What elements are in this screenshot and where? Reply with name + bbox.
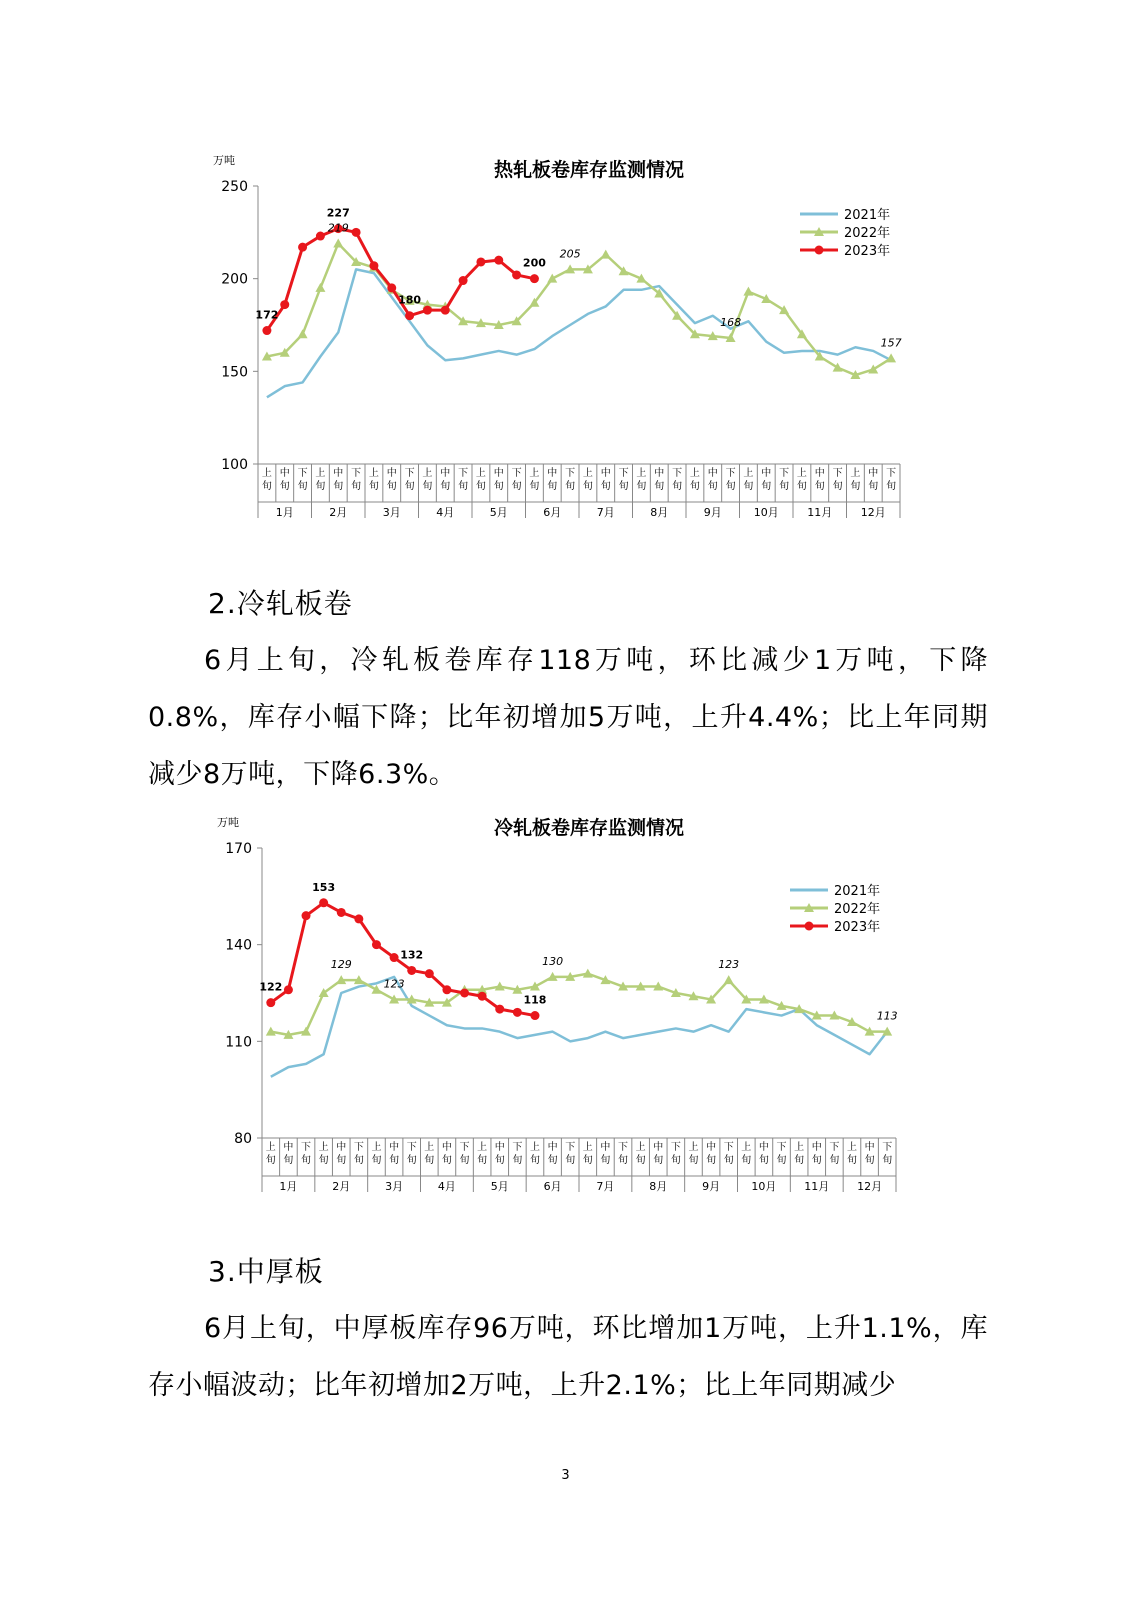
chart-1-x-tick-label-26-1: 旬	[725, 481, 736, 492]
chart-1-x-tick-label-33-1: 旬	[850, 481, 861, 492]
chart-1-x-tick-label-17-1: 旬	[565, 481, 576, 492]
chart-1-x-tick-label-22-0: 中	[654, 468, 665, 479]
chart-1-series-0-line	[267, 269, 891, 397]
chart-2-y-tick-label-2: 140	[225, 937, 252, 954]
chart-2-x-tick-label-3-1: 旬	[318, 1155, 329, 1166]
chart-1-series-1-point-2	[298, 329, 308, 338]
chart-2-x-tick-label-3-0: 上	[318, 1142, 329, 1153]
chart-2-data-label-0: 122	[259, 980, 283, 994]
chart-2-x-tick-label-5-0: 下	[353, 1142, 364, 1153]
chart-2-x-tick-label-6-0: 上	[371, 1142, 382, 1153]
chart-2-x-tick-label-22-1: 旬	[653, 1155, 664, 1166]
chart-1-x-tick-label-20-1: 旬	[618, 481, 629, 492]
chart-2-x-tick-label-24-1: 旬	[688, 1155, 699, 1166]
chart-2-x-tick-label-1-1: 旬	[283, 1155, 294, 1166]
chart-1-x-tick-label-28-0: 中	[761, 468, 772, 479]
chart-1-x-tick-label-29-1: 旬	[779, 481, 790, 492]
chart-1-x-tick-label-10-0: 中	[440, 468, 451, 479]
chart-2-x-tick-label-9-1: 旬	[424, 1155, 435, 1166]
chart-1-x-tick-label-29-0: 下	[779, 468, 790, 479]
chart-1-series-2-point-0	[262, 326, 271, 335]
chart-1-series-1-point-27	[743, 287, 753, 296]
chart-2-title: 冷轧板卷库存监测情况	[493, 817, 685, 839]
chart-1-x-tick-label-2-1: 旬	[297, 481, 308, 492]
chart-2-x-tick-label-34-1: 旬	[864, 1155, 875, 1166]
chart-2-series-2-point-11	[460, 989, 469, 998]
chart-2-month-label-4: 4月	[437, 1180, 456, 1193]
chart-2-series-1-point-26	[724, 975, 734, 984]
chart-1-series-2-point-13	[494, 256, 503, 265]
chart-1-x-tick-label-13-0: 中	[493, 468, 504, 479]
chart-2-x-tick-label-16-1: 旬	[547, 1155, 558, 1166]
chart-1-series-2-point-3	[316, 232, 325, 241]
chart-1-y-tick-label-0: 100	[221, 457, 248, 473]
chart-2-month-label-7: 7月	[596, 1180, 615, 1193]
chart-1-x-tick-label-3-0: 上	[315, 468, 326, 479]
chart-2-x-tick-label-14-1: 旬	[512, 1155, 523, 1166]
chart-2-legend-label-1: 2022年	[834, 902, 881, 917]
chart-2-x-tick-label-8-1: 旬	[406, 1155, 417, 1166]
chart-1-x-tick-label-26-0: 下	[725, 468, 736, 479]
chart-2-x-tick-label-0-0: 上	[265, 1142, 276, 1153]
chart-1-data-label-6: 168	[720, 315, 742, 329]
chart-2-x-tick-label-8-0: 下	[406, 1142, 417, 1153]
chart-1-series-2-point-11	[459, 276, 468, 285]
chart-2-series-2-point-1	[284, 985, 293, 994]
chart-1-series-2-line	[267, 229, 534, 331]
chart-2-x-tick-label-21-0: 上	[635, 1142, 646, 1153]
chart-2-x-tick-label-28-1: 旬	[758, 1155, 769, 1166]
chart-2-x-tick-label-23-0: 下	[670, 1142, 681, 1153]
chart-2-x-tick-label-1-0: 中	[283, 1142, 294, 1153]
chart-1-x-tick-label-34-0: 中	[868, 468, 879, 479]
chart-1-x-tick-label-27-1: 旬	[743, 481, 754, 492]
chart-1-x-tick-label-0-0: 上	[261, 468, 272, 479]
chart-2-legend-label-2: 2023年	[834, 920, 881, 935]
chart-1-x-tick-label-5-0: 下	[351, 468, 362, 479]
chart-1-x-tick-label-12-1: 旬	[475, 481, 486, 492]
chart-1-x-tick-label-27-0: 上	[743, 468, 754, 479]
chart-1-data-label-2: 180	[398, 293, 422, 307]
chart-2-y-tick-label-3: 170	[225, 841, 252, 857]
chart-1-x-tick-label-35-1: 旬	[886, 481, 897, 492]
chart-2-series-2-point-12	[478, 992, 487, 1001]
chart-2-legend-marker-2	[805, 922, 814, 931]
chart-1-legend-label-1: 2022年	[844, 226, 891, 241]
chart-1-month-label-1: 1月	[275, 506, 294, 518]
chart-2-x-tick-label-10-1: 旬	[441, 1155, 452, 1166]
chart-1-x-tick-label-32-0: 下	[832, 468, 843, 479]
chart-2-series-0-line	[271, 977, 887, 1077]
chart-2-x-tick-label-24-0: 上	[688, 1142, 699, 1153]
chart-2-month-label-12: 12月	[857, 1180, 883, 1193]
chart-svg	[180, 812, 920, 1204]
chart-2-month-label-10: 10月	[751, 1180, 777, 1193]
chart-1-month-label-10: 10月	[753, 506, 779, 518]
chart-1-month-label-12: 12月	[860, 506, 886, 518]
chart-2-series-2-point-7	[390, 953, 399, 962]
chart-1-month-label-5: 5月	[489, 506, 508, 518]
chart-2-x-tick-label-2-0: 下	[301, 1142, 312, 1153]
chart-2-x-tick-label-18-1: 旬	[582, 1155, 593, 1166]
chart-2-x-tick-label-31-0: 中	[811, 1142, 822, 1153]
chart-2-data-label-3: 118	[523, 993, 547, 1007]
chart-2-x-tick-label-4-0: 中	[336, 1142, 347, 1153]
chart-2-x-tick-label-21-1: 旬	[635, 1155, 646, 1166]
chart-2-month-label-8: 8月	[649, 1180, 668, 1193]
chart-2-x-tick-label-20-1: 旬	[618, 1155, 629, 1166]
chart-1-series-2-point-6	[369, 261, 378, 270]
chart-2-series-1-line	[271, 974, 887, 1035]
chart-2-series-2-point-3	[319, 898, 328, 907]
chart-2-x-tick-label-35-1: 旬	[882, 1155, 893, 1166]
chart-2-x-tick-label-35-0: 下	[882, 1142, 893, 1153]
chart-1-legend-label-2: 2023年	[844, 244, 891, 259]
chart-2-data-label-6: 130	[542, 954, 564, 968]
chart-1-series-1-point-19	[601, 250, 611, 259]
chart-1-month-label-4: 4月	[436, 506, 455, 518]
chart-1-series-1-point-3	[315, 283, 325, 292]
chart-1-x-tick-label-11-0: 下	[458, 468, 469, 479]
section-2-heading: 2.冷轧板卷	[208, 587, 353, 620]
chart-2-data-label-4: 129	[330, 958, 352, 972]
chart-1-month-label-8: 8月	[650, 506, 669, 518]
chart-2-x-tick-label-19-0: 中	[600, 1142, 611, 1153]
chart-1-series-2-point-15	[530, 274, 539, 283]
chart-2-x-tick-label-33-0: 上	[846, 1142, 857, 1153]
chart-1-x-tick-label-7-1: 旬	[386, 481, 397, 492]
chart-2-x-tick-label-0-1: 旬	[265, 1155, 276, 1166]
chart-1-x-tick-label-5-1: 旬	[351, 481, 362, 492]
chart-1-series-2-point-5	[352, 228, 361, 237]
chart-2-x-tick-label-9-0: 上	[424, 1142, 435, 1153]
chart-1-x-tick-label-19-1: 旬	[600, 481, 611, 492]
chart-2-month-label-3: 3月	[385, 1180, 404, 1193]
chart-1-x-tick-label-31-1: 旬	[814, 481, 825, 492]
chart-1-series-1-line	[267, 243, 891, 375]
chart-2-x-tick-label-27-0: 上	[741, 1142, 752, 1153]
chart-1-x-tick-label-33-0: 上	[850, 468, 861, 479]
chart-1-title: 热轧板卷库存监测情况	[493, 159, 685, 181]
chart-2-x-tick-label-26-1: 旬	[723, 1155, 734, 1166]
chart-2-x-tick-label-27-1: 旬	[741, 1155, 752, 1166]
chart-2-series-2-point-8	[407, 966, 416, 975]
chart-2-x-tick-label-26-0: 下	[723, 1142, 734, 1153]
chart-1-y-tick-label-1: 150	[221, 364, 248, 381]
chart-1-data-label-0: 172	[255, 308, 279, 322]
chart-2-x-tick-label-32-0: 下	[829, 1142, 840, 1153]
chart-2-x-tick-label-23-1: 旬	[670, 1155, 681, 1166]
chart-1-x-tick-label-19-0: 中	[600, 468, 611, 479]
chart-1-series-2-point-1	[280, 300, 289, 309]
chart-2-series-2-point-5	[354, 914, 363, 923]
chart-2-series-2-point-0	[266, 998, 275, 1007]
chart-2-month-label-9: 9月	[702, 1180, 721, 1193]
chart-1-x-tick-label-34-1: 旬	[868, 481, 879, 492]
chart-2-x-tick-label-2-1: 旬	[301, 1155, 312, 1166]
chart-1-x-tick-label-7-0: 中	[386, 468, 397, 479]
chart-1-series-2-point-2	[298, 243, 307, 252]
chart-2-month-label-6: 6月	[543, 1180, 562, 1193]
chart-1-x-tick-label-1-0: 中	[279, 468, 290, 479]
chart-2-x-tick-label-34-0: 中	[864, 1142, 875, 1153]
chart-2-series-2-point-13	[495, 1005, 504, 1014]
chart-2-x-tick-label-28-0: 中	[758, 1142, 769, 1153]
chart-1-x-tick-label-30-0: 上	[796, 468, 807, 479]
chart-2-x-tick-label-14-0: 下	[512, 1142, 523, 1153]
chart-1-series-2-point-14	[512, 270, 521, 279]
chart-2-x-tick-label-32-1: 旬	[829, 1155, 840, 1166]
chart-2-x-tick-label-30-0: 上	[794, 1142, 805, 1153]
chart-1-x-tick-label-3-1: 旬	[315, 481, 326, 492]
chart-2-x-tick-label-30-1: 旬	[794, 1155, 805, 1166]
chart-1-y-tick-label-2: 200	[221, 271, 248, 288]
chart-2-x-tick-label-25-1: 旬	[706, 1155, 717, 1166]
chart-2-series-2-point-6	[372, 940, 381, 949]
chart-1-y-tick-label-3: 250	[221, 179, 248, 195]
chart-1-x-tick-label-6-0: 上	[368, 468, 379, 479]
chart-2-y-tick-label-0: 80	[234, 1131, 252, 1147]
chart-2-month-label-1: 1月	[279, 1180, 298, 1193]
chart-2-series-2-point-2	[302, 911, 311, 920]
chart-2-month-label-2: 2月	[332, 1180, 351, 1193]
chart-2-data-label-7: 123	[718, 958, 740, 972]
section-2-paragraph: 6月上旬，冷轧板卷库存118万吨，环比减少1万吨，下降0.8%，库存小幅下降；比年初增加5万吨，上升4.4%；比上年同期减少8万吨，下降6.3%。	[148, 645, 988, 790]
page-number: 3	[561, 1468, 570, 1483]
chart-1-x-tick-label-6-1: 旬	[368, 481, 379, 492]
chart-1-series-1-point-4	[333, 238, 343, 247]
chart-1-series-2-point-12	[476, 257, 485, 266]
chart-2-x-tick-label-11-1: 旬	[459, 1155, 470, 1166]
chart-2-series-2-point-14	[513, 1008, 522, 1017]
chart-1-x-tick-label-9-0: 上	[422, 468, 433, 479]
chart-2-series-2-point-9	[425, 969, 434, 978]
chart-1-x-tick-label-32-1: 旬	[832, 481, 843, 492]
chart-1-x-tick-label-25-0: 中	[707, 468, 718, 479]
chart-1-month-label-9: 9月	[703, 506, 722, 518]
chart-2-x-tick-label-13-1: 旬	[494, 1155, 505, 1166]
chart-1-x-tick-label-12-0: 上	[475, 468, 486, 479]
chart-1-x-tick-label-1-1: 旬	[279, 481, 290, 492]
chart-2-x-tick-label-33-1: 旬	[846, 1155, 857, 1166]
chart-1-series-2-point-8	[405, 311, 414, 320]
chart-2-x-tick-label-11-0: 下	[459, 1142, 470, 1153]
chart-1-x-tick-label-11-1: 旬	[458, 481, 469, 492]
chart-1-data-label-5: 205	[559, 247, 581, 261]
chart-2-month-label-11: 11月	[804, 1180, 830, 1193]
chart-1-unit-label: 万吨	[213, 154, 235, 167]
chart-2-data-label-2: 132	[400, 948, 424, 962]
chart-1-legend-marker-2	[815, 246, 824, 255]
chart-1-month-label-3: 3月	[382, 506, 401, 518]
chart-2-x-tick-label-20-0: 下	[618, 1142, 629, 1153]
chart-2-x-tick-label-18-0: 上	[582, 1142, 593, 1153]
chart-1-data-label-3: 200	[522, 256, 546, 270]
chart-2-series-2-point-10	[442, 985, 451, 994]
chart-1-x-tick-label-25-1: 旬	[707, 481, 718, 492]
section-3-paragraph: 6月上旬，中厚板库存96万吨，环比增加1万吨，上升1.1%，库存小幅波动；比年初增加2万吨，上升2.1%；比上年同期减少	[148, 1313, 988, 1401]
chart-1-data-label-4: 219	[327, 221, 349, 235]
chart-1-x-tick-label-14-0: 下	[511, 468, 522, 479]
chart-2-x-tick-label-12-0: 上	[477, 1142, 488, 1153]
chart-2-x-tick-label-17-0: 下	[565, 1142, 576, 1153]
chart-2-x-tick-label-17-1: 旬	[565, 1155, 576, 1166]
chart-2-x-tick-label-12-1: 旬	[477, 1155, 488, 1166]
chart-1-x-tick-label-14-1: 旬	[511, 481, 522, 492]
chart-2-x-tick-label-15-1: 旬	[529, 1155, 540, 1166]
chart-1-x-tick-label-21-0: 上	[636, 468, 647, 479]
chart-1-x-tick-label-15-0: 上	[529, 468, 540, 479]
chart-1-x-tick-label-10-1: 旬	[440, 481, 451, 492]
chart-1-x-tick-label-16-1: 旬	[547, 481, 558, 492]
cold-rolled-coil-inventory-chart	[180, 812, 920, 1204]
chart-2-data-label-5: 123	[383, 977, 405, 991]
chart-1-x-tick-label-24-0: 上	[689, 468, 700, 479]
chart-2-data-label-1: 153	[312, 880, 336, 894]
chart-1-legend-label-0: 2021年	[844, 208, 891, 223]
chart-2-series-2-point-15	[530, 1011, 539, 1020]
chart-svg	[180, 148, 920, 518]
chart-1-x-tick-label-15-1: 旬	[529, 481, 540, 492]
chart-1-x-tick-label-23-1: 旬	[672, 481, 683, 492]
chart-1-month-label-7: 7月	[596, 506, 615, 518]
chart-2-x-tick-label-13-0: 中	[494, 1142, 505, 1153]
chart-2-data-label-8: 113	[876, 1009, 898, 1023]
chart-2-x-tick-label-31-1: 旬	[811, 1155, 822, 1166]
chart-1-x-tick-label-18-1: 旬	[582, 481, 593, 492]
chart-1-x-tick-label-17-0: 下	[565, 468, 576, 479]
chart-1-x-tick-label-31-0: 中	[814, 468, 825, 479]
chart-1-series-2-point-9	[423, 306, 432, 315]
chart-1-x-tick-label-24-1: 旬	[689, 481, 700, 492]
chart-1-x-tick-label-35-0: 下	[886, 468, 897, 479]
chart-2-x-tick-label-7-0: 中	[389, 1142, 400, 1153]
chart-2-x-tick-label-15-0: 上	[529, 1142, 540, 1153]
chart-2-x-tick-label-29-0: 下	[776, 1142, 787, 1153]
chart-1-x-tick-label-4-0: 中	[333, 468, 344, 479]
chart-1-x-tick-label-8-1: 旬	[404, 481, 415, 492]
hot-rolled-coil-inventory-chart	[180, 148, 920, 518]
chart-1-x-tick-label-28-1: 旬	[761, 481, 772, 492]
chart-1-series-2-point-10	[441, 306, 450, 315]
chart-1-x-tick-label-21-1: 旬	[636, 481, 647, 492]
chart-1-month-label-6: 6月	[543, 506, 562, 518]
chart-1-month-label-2: 2月	[329, 506, 348, 518]
chart-2-x-tick-label-22-0: 中	[653, 1142, 664, 1153]
chart-2-x-tick-label-19-1: 旬	[600, 1155, 611, 1166]
chart-1-x-tick-label-0-1: 旬	[261, 481, 272, 492]
chart-1-x-tick-label-13-1: 旬	[493, 481, 504, 492]
chart-1-data-label-7: 157	[880, 336, 902, 350]
chart-2-month-label-5: 5月	[490, 1180, 509, 1193]
chart-2-x-tick-label-5-1: 旬	[353, 1155, 364, 1166]
chart-1-series-2-point-7	[387, 283, 396, 292]
chart-1-x-tick-label-16-0: 中	[547, 468, 558, 479]
chart-2-x-tick-label-7-1: 旬	[389, 1155, 400, 1166]
chart-1-x-tick-label-4-1: 旬	[333, 481, 344, 492]
chart-2-x-tick-label-16-0: 中	[547, 1142, 558, 1153]
chart-1-x-tick-label-8-0: 下	[404, 468, 415, 479]
chart-1-x-tick-label-22-1: 旬	[654, 481, 665, 492]
chart-1-x-tick-label-20-0: 下	[618, 468, 629, 479]
chart-2-legend-label-0: 2021年	[834, 884, 881, 899]
chart-2-y-tick-label-1: 110	[225, 1034, 252, 1051]
chart-1-x-tick-label-23-0: 下	[672, 468, 683, 479]
chart-2-x-tick-label-10-0: 中	[441, 1142, 452, 1153]
section-3-heading: 3.中厚板	[208, 1255, 324, 1288]
chart-2-x-tick-label-29-1: 旬	[776, 1155, 787, 1166]
chart-2-x-tick-label-4-1: 旬	[336, 1155, 347, 1166]
chart-1-x-tick-label-2-0: 下	[297, 468, 308, 479]
chart-2-unit-label: 万吨	[217, 816, 239, 829]
chart-1-x-tick-label-9-1: 旬	[422, 481, 433, 492]
chart-1-x-tick-label-18-0: 上	[582, 468, 593, 479]
chart-2-x-tick-label-25-0: 中	[706, 1142, 717, 1153]
chart-2-series-2-point-4	[337, 908, 346, 917]
chart-1-x-tick-label-30-1: 旬	[796, 481, 807, 492]
chart-1-data-label-1: 227	[326, 206, 350, 220]
chart-1-month-label-11: 11月	[807, 506, 833, 518]
chart-2-x-tick-label-6-1: 旬	[371, 1155, 382, 1166]
